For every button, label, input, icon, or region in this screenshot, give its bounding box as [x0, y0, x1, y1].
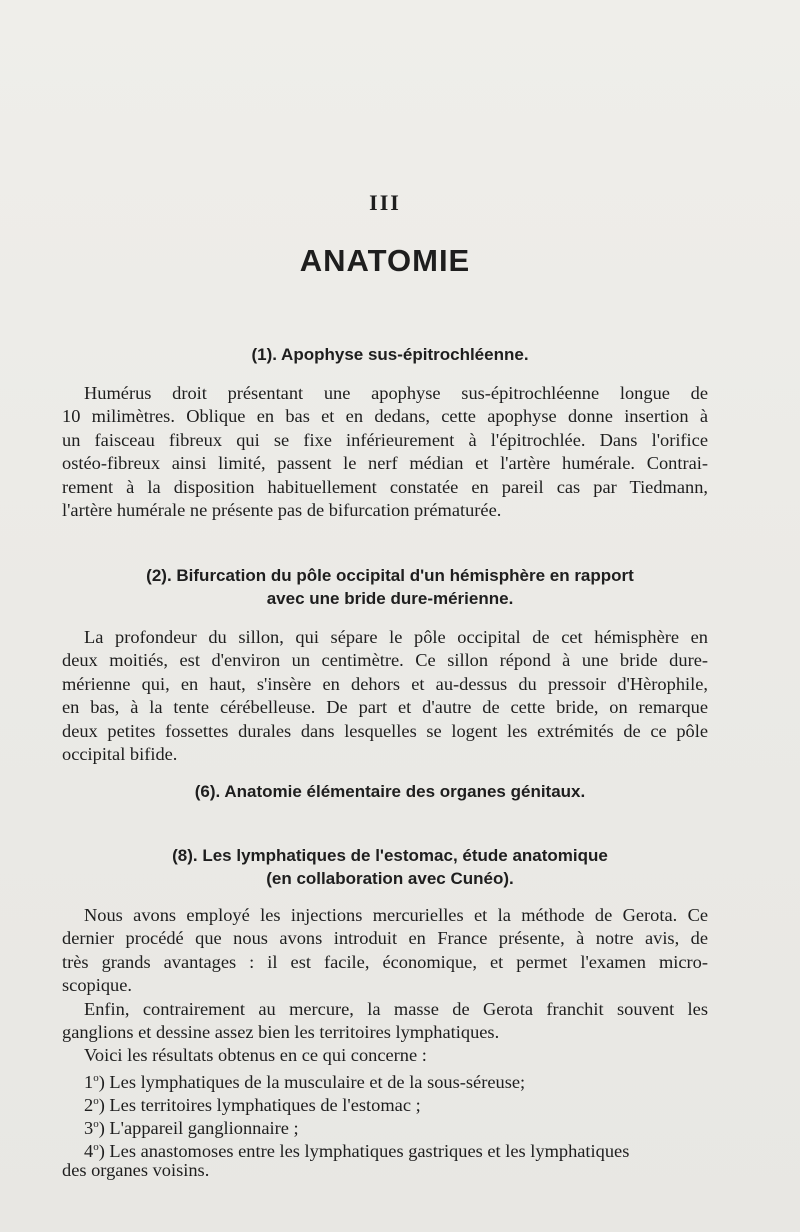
paragraph-apophyse — [62, 382, 708, 522]
text-line: l'artère humérale ne présente pas de bifurcation prématurée. — [62, 500, 502, 521]
list-item: 2$^o$) Les territoires lymphatiques de l'estomac ; — [84, 1095, 421, 1116]
text-line: scopique. — [62, 975, 132, 996]
paragraph-methode — [62, 904, 708, 998]
heading-line: (8). Les lymphatiques de l'estomac, étude anatomique — [172, 846, 608, 865]
heading-line: (en collaboration avec Cunéo). — [266, 869, 514, 888]
text-line: La profondeur du sillon, qui sépare le pôle occipital de cet hémisphère en — [84, 627, 708, 647]
text-line: 10 milimètres. Oblique en bas et en dedans, cette apophyse donne insertion à — [62, 406, 708, 427]
paragraph-gerota — [62, 998, 708, 1045]
list-item: 4$^o$) Les anastomoses entre les lymphatiques gastriques et les lymphatiques — [84, 1141, 630, 1162]
text-line: Nous avons employé les injections mercurielles et la méthode de Gerota. Ce — [84, 905, 708, 925]
text-line: un faisceau fibreux qui se fixe inférieurement à l'épitrochlée. Dans l'orifice — [62, 429, 708, 450]
page-title: ANATOMIE — [299, 243, 471, 278]
text-line: dernier procédé que nous avons introduit en France présente, à notre avis, de — [62, 928, 708, 949]
list-item-continuation: des organes voisins. — [62, 1160, 210, 1180]
heading-lymphatiques — [60, 844, 720, 890]
intro-line: Voici les résultats obtenus en ce qui concerne : — [84, 1045, 427, 1065]
text-line: deux moitiés, est d'environ un centimètre. Ce sillon répond à une bride dure- — [62, 650, 708, 671]
text-line: Humérus droit présentant une apophyse sus-épitrochléenne longue de — [84, 383, 708, 403]
text-line: mérienne qui, en haut, s'insère en dehors et au-dessus du pressoir d'Hèrophile, — [62, 673, 708, 694]
text-line: ostéo-fibreux ainsi limité, passent le nerf médian et l'artère humérale. Contrai- — [62, 453, 708, 474]
text-line: en bas, à la tente cérébelleuse. De part et d'autre de cette bride, on remarque — [62, 697, 708, 718]
text-line: deux petites fossettes durales dans lesquelles se logent les extrémités de ce pôle — [62, 720, 708, 741]
list-item: 1$^o$) Les lymphatiques de la musculaire et de la sous-séreuse; — [84, 1072, 526, 1093]
heading-anatomie-genitaux: (6). Anatomie élémentaire des organes génitaux. — [194, 782, 586, 801]
heading-bifurcation — [60, 564, 720, 610]
paragraph-bifurcation — [62, 626, 708, 766]
text-line: Enfin, contrairement au mercure, la masse de Gerota franchit souvent les — [84, 999, 708, 1019]
text-line: occipital bifide. — [62, 744, 178, 765]
text-line: ganglions et dessine assez bien les territoires lymphatiques. — [62, 1022, 500, 1043]
heading-apophyse: (1). Apophyse sus-épitrochléenne. — [251, 345, 529, 364]
heading-line: (2). Bifurcation du pôle occipital d'un hémisphère en rapport — [146, 566, 634, 585]
section-number: III — [369, 190, 401, 215]
heading-line: avec une bride dure-mérienne. — [266, 589, 514, 608]
text-line: très grands avantages : il est facile, économique, et permet l'examen micro- — [62, 951, 708, 972]
text-line: rement à la disposition habituellement constatée en pareil cas par Tiedmann, — [62, 476, 708, 497]
list-item: 3$^o$) L'appareil ganglionnaire ; — [84, 1118, 299, 1139]
